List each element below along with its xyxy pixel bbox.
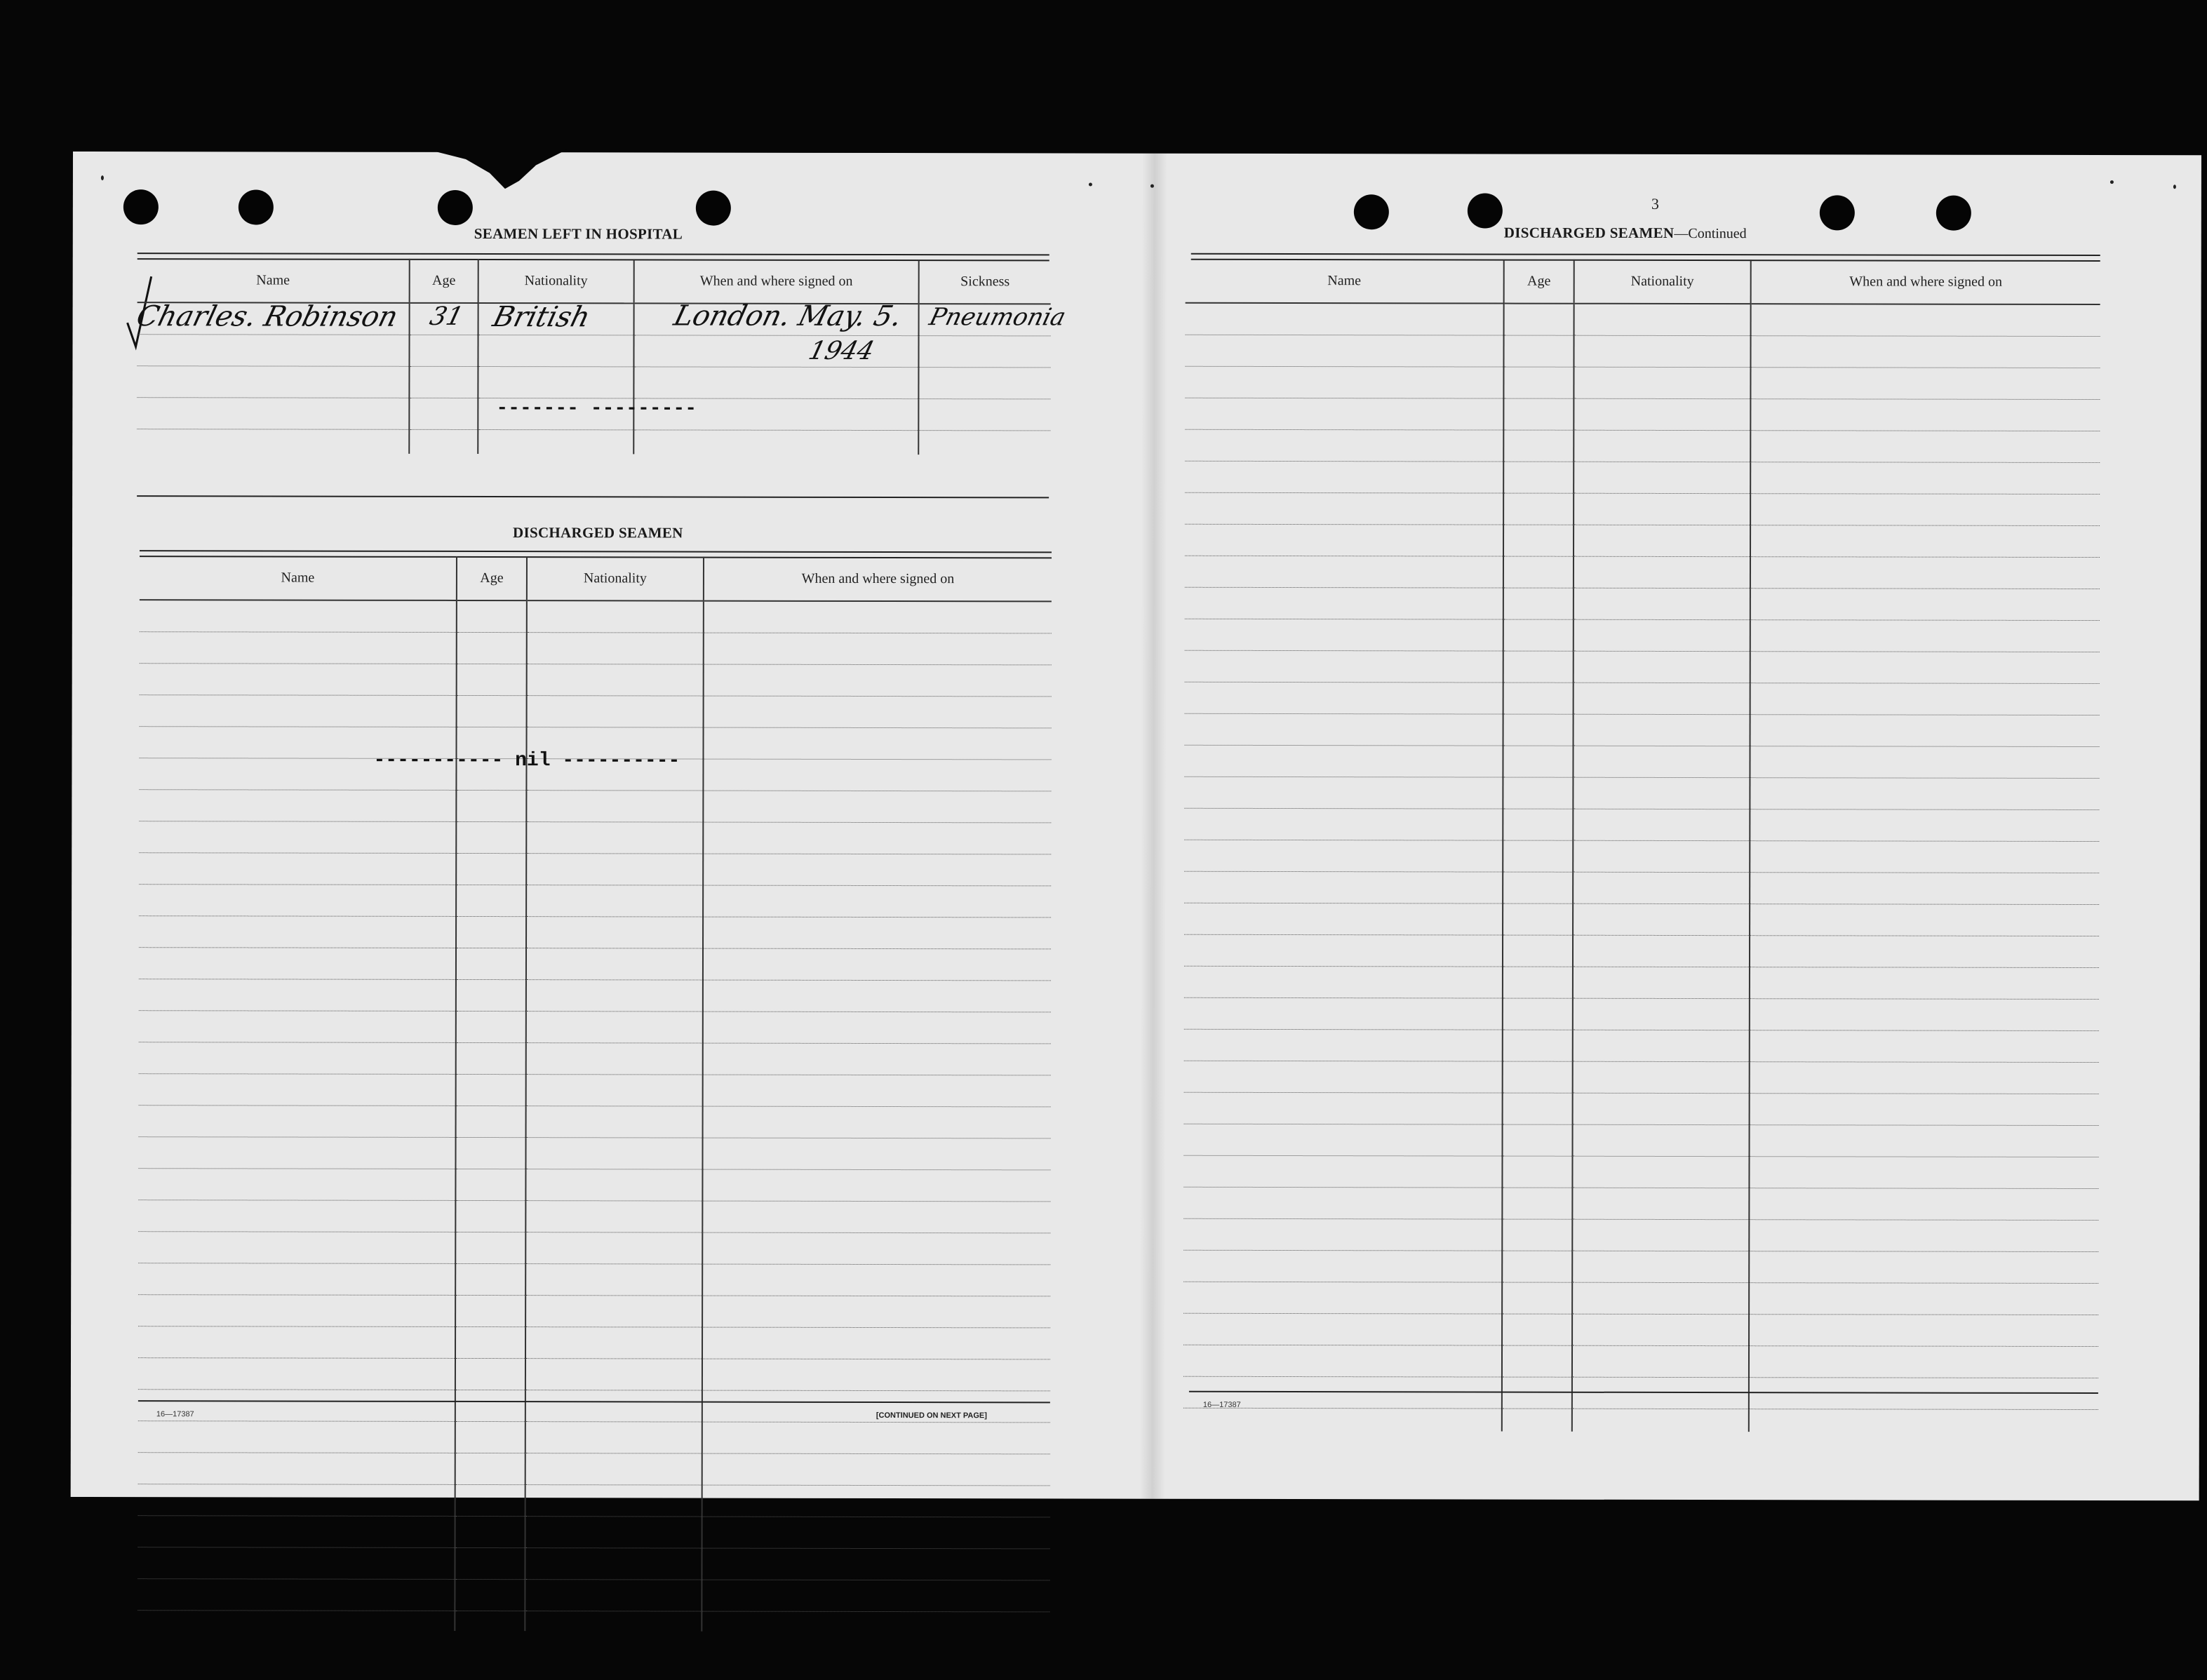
center-fold: [1140, 154, 1167, 1499]
table-row: [139, 885, 1051, 918]
col-header-age: Age: [410, 259, 478, 303]
table-row: [139, 948, 1051, 981]
col-header-sickness: Sickness: [919, 260, 1051, 304]
table-row: [1184, 745, 2099, 778]
struck-typed-line: ------- ---------: [496, 398, 697, 420]
table-row: [137, 1611, 1049, 1632]
handwritten-nationality: British: [489, 301, 593, 334]
table-row: [1184, 840, 2099, 873]
title-bold-part: DISCHARGED SEAMEN: [1503, 224, 1675, 241]
table-row: [1184, 903, 2099, 936]
table-row: [139, 1011, 1051, 1044]
table-row: [139, 979, 1051, 1012]
table-row: [1183, 1313, 2098, 1346]
punch-hole: [239, 189, 274, 224]
discharged-section-title: DISCHARGED SEAMEN: [513, 524, 683, 542]
col-header-nationality: Nationality: [478, 259, 634, 303]
table-row: [1185, 682, 2100, 715]
col-header-signed-on: When and where signed on: [634, 259, 919, 304]
handwritten-name: Charles. Robinson: [133, 300, 401, 333]
discharged-table: [137, 556, 1052, 1632]
punch-hole: [1936, 196, 1971, 231]
col-header-signed-on: When and where signed on: [704, 557, 1052, 602]
col-header-name: Name: [137, 258, 410, 303]
table-row: [138, 1232, 1050, 1265]
punch-hole: [1820, 195, 1855, 230]
table-row: [138, 1295, 1050, 1328]
punch-hole: [696, 191, 731, 226]
col-header-name: Name: [1186, 259, 1504, 304]
title-suffix: —Continued: [1674, 225, 1747, 242]
table-row: [1185, 556, 2100, 589]
table-row: [1183, 1155, 2098, 1188]
table-row: [1184, 1061, 2099, 1094]
col-header-name: Name: [140, 556, 457, 600]
table-row: [138, 1358, 1050, 1391]
hospital-section-title: SEAMEN LEFT IN HOSPITAL: [474, 224, 683, 243]
table-row: [139, 1074, 1051, 1107]
handwritten-signed-on: London. May. 5.: [670, 300, 906, 333]
table-row: [1185, 587, 2100, 620]
continued-note: [CONTINUED ON NEXT PAGE]: [876, 1411, 987, 1420]
punch-hole: [438, 190, 473, 225]
table-row: [1185, 619, 2100, 652]
page-number: 3: [1651, 194, 1659, 213]
table-row: [1184, 871, 2099, 904]
punch-hole: [123, 189, 159, 224]
table-row: [139, 916, 1051, 949]
speck: [1151, 184, 1154, 188]
table-row: [1183, 1250, 2098, 1283]
speck: [1089, 183, 1092, 187]
torn-notch: [427, 149, 567, 189]
table-row: [1185, 398, 2100, 431]
hospital-table: [137, 258, 1050, 455]
hospital-table-bottom-rule: [137, 495, 1049, 498]
handwritten-year: 1944: [805, 336, 878, 365]
table-row: [139, 790, 1051, 823]
punch-hole: [1354, 194, 1389, 229]
speck: [2110, 180, 2114, 184]
table-row: [137, 429, 1050, 455]
table-row: [1184, 1124, 2099, 1157]
col-header-signed-on: When and where signed on: [1751, 260, 2100, 304]
table-row: [138, 1169, 1050, 1202]
discharged-continued-title: [1504, 224, 1747, 243]
table-row: [137, 366, 1050, 399]
table-row: [139, 1106, 1051, 1138]
table-row: [137, 335, 1050, 368]
handwritten-sickness: Pneumonia: [926, 303, 1069, 332]
table-row: [1186, 303, 2100, 337]
form-number: 16—17387: [156, 1410, 194, 1419]
table-row: [140, 695, 1052, 728]
table-row: [1185, 492, 2100, 525]
nil-entry: ----------- nil ----------: [373, 749, 680, 772]
speck: [101, 175, 104, 180]
table-row: [140, 664, 1052, 697]
discharged-continued-table: [1183, 259, 2100, 1432]
table-row: [1185, 461, 2100, 494]
table-row: [139, 853, 1051, 886]
table-row: [1183, 1187, 2098, 1220]
table-row: [1183, 1408, 2098, 1432]
col-header-nationality: Nationality: [1574, 260, 1751, 304]
table-row: [1183, 1218, 2098, 1251]
table-row: [1184, 1092, 2099, 1125]
table-row: [138, 1326, 1050, 1359]
col-header-nationality: Nationality: [527, 556, 704, 600]
table-row: [1183, 1282, 2098, 1315]
table-row: [1184, 997, 2099, 1030]
table-row: [1184, 934, 2099, 967]
table-row: [1185, 335, 2100, 368]
table-row: [138, 1200, 1050, 1233]
table-row: [138, 1453, 1050, 1486]
table-row: [1184, 966, 2099, 999]
table-row: [1185, 650, 2100, 683]
table-row: [1183, 1345, 2098, 1378]
document-spread: [71, 152, 2201, 1500]
table-row: [1184, 808, 2099, 841]
table-row: [1185, 429, 2100, 462]
table-row: [138, 1263, 1050, 1296]
speck: [2173, 184, 2176, 189]
col-header-age: Age: [1504, 260, 1574, 304]
table-row: [140, 600, 1052, 633]
table-row: [1185, 524, 2100, 557]
table-row: [138, 1516, 1050, 1549]
table-row: [138, 1484, 1050, 1517]
col-header-age: Age: [457, 556, 527, 600]
table-row: [139, 1042, 1051, 1075]
table-row: [1185, 366, 2100, 399]
punch-hole: [1468, 193, 1503, 228]
table-row: [137, 1547, 1049, 1580]
handwritten-age: 31: [427, 302, 467, 331]
table-row: [139, 821, 1051, 854]
table-row: [138, 1421, 1050, 1454]
table-row: [1185, 713, 2100, 746]
table-row: [1184, 1029, 2099, 1062]
table-row: [140, 632, 1052, 665]
table-row: [138, 1137, 1050, 1170]
table-row: [137, 1579, 1049, 1612]
table-row: [1184, 777, 2099, 809]
form-number: 16—17387: [1202, 1400, 1241, 1409]
